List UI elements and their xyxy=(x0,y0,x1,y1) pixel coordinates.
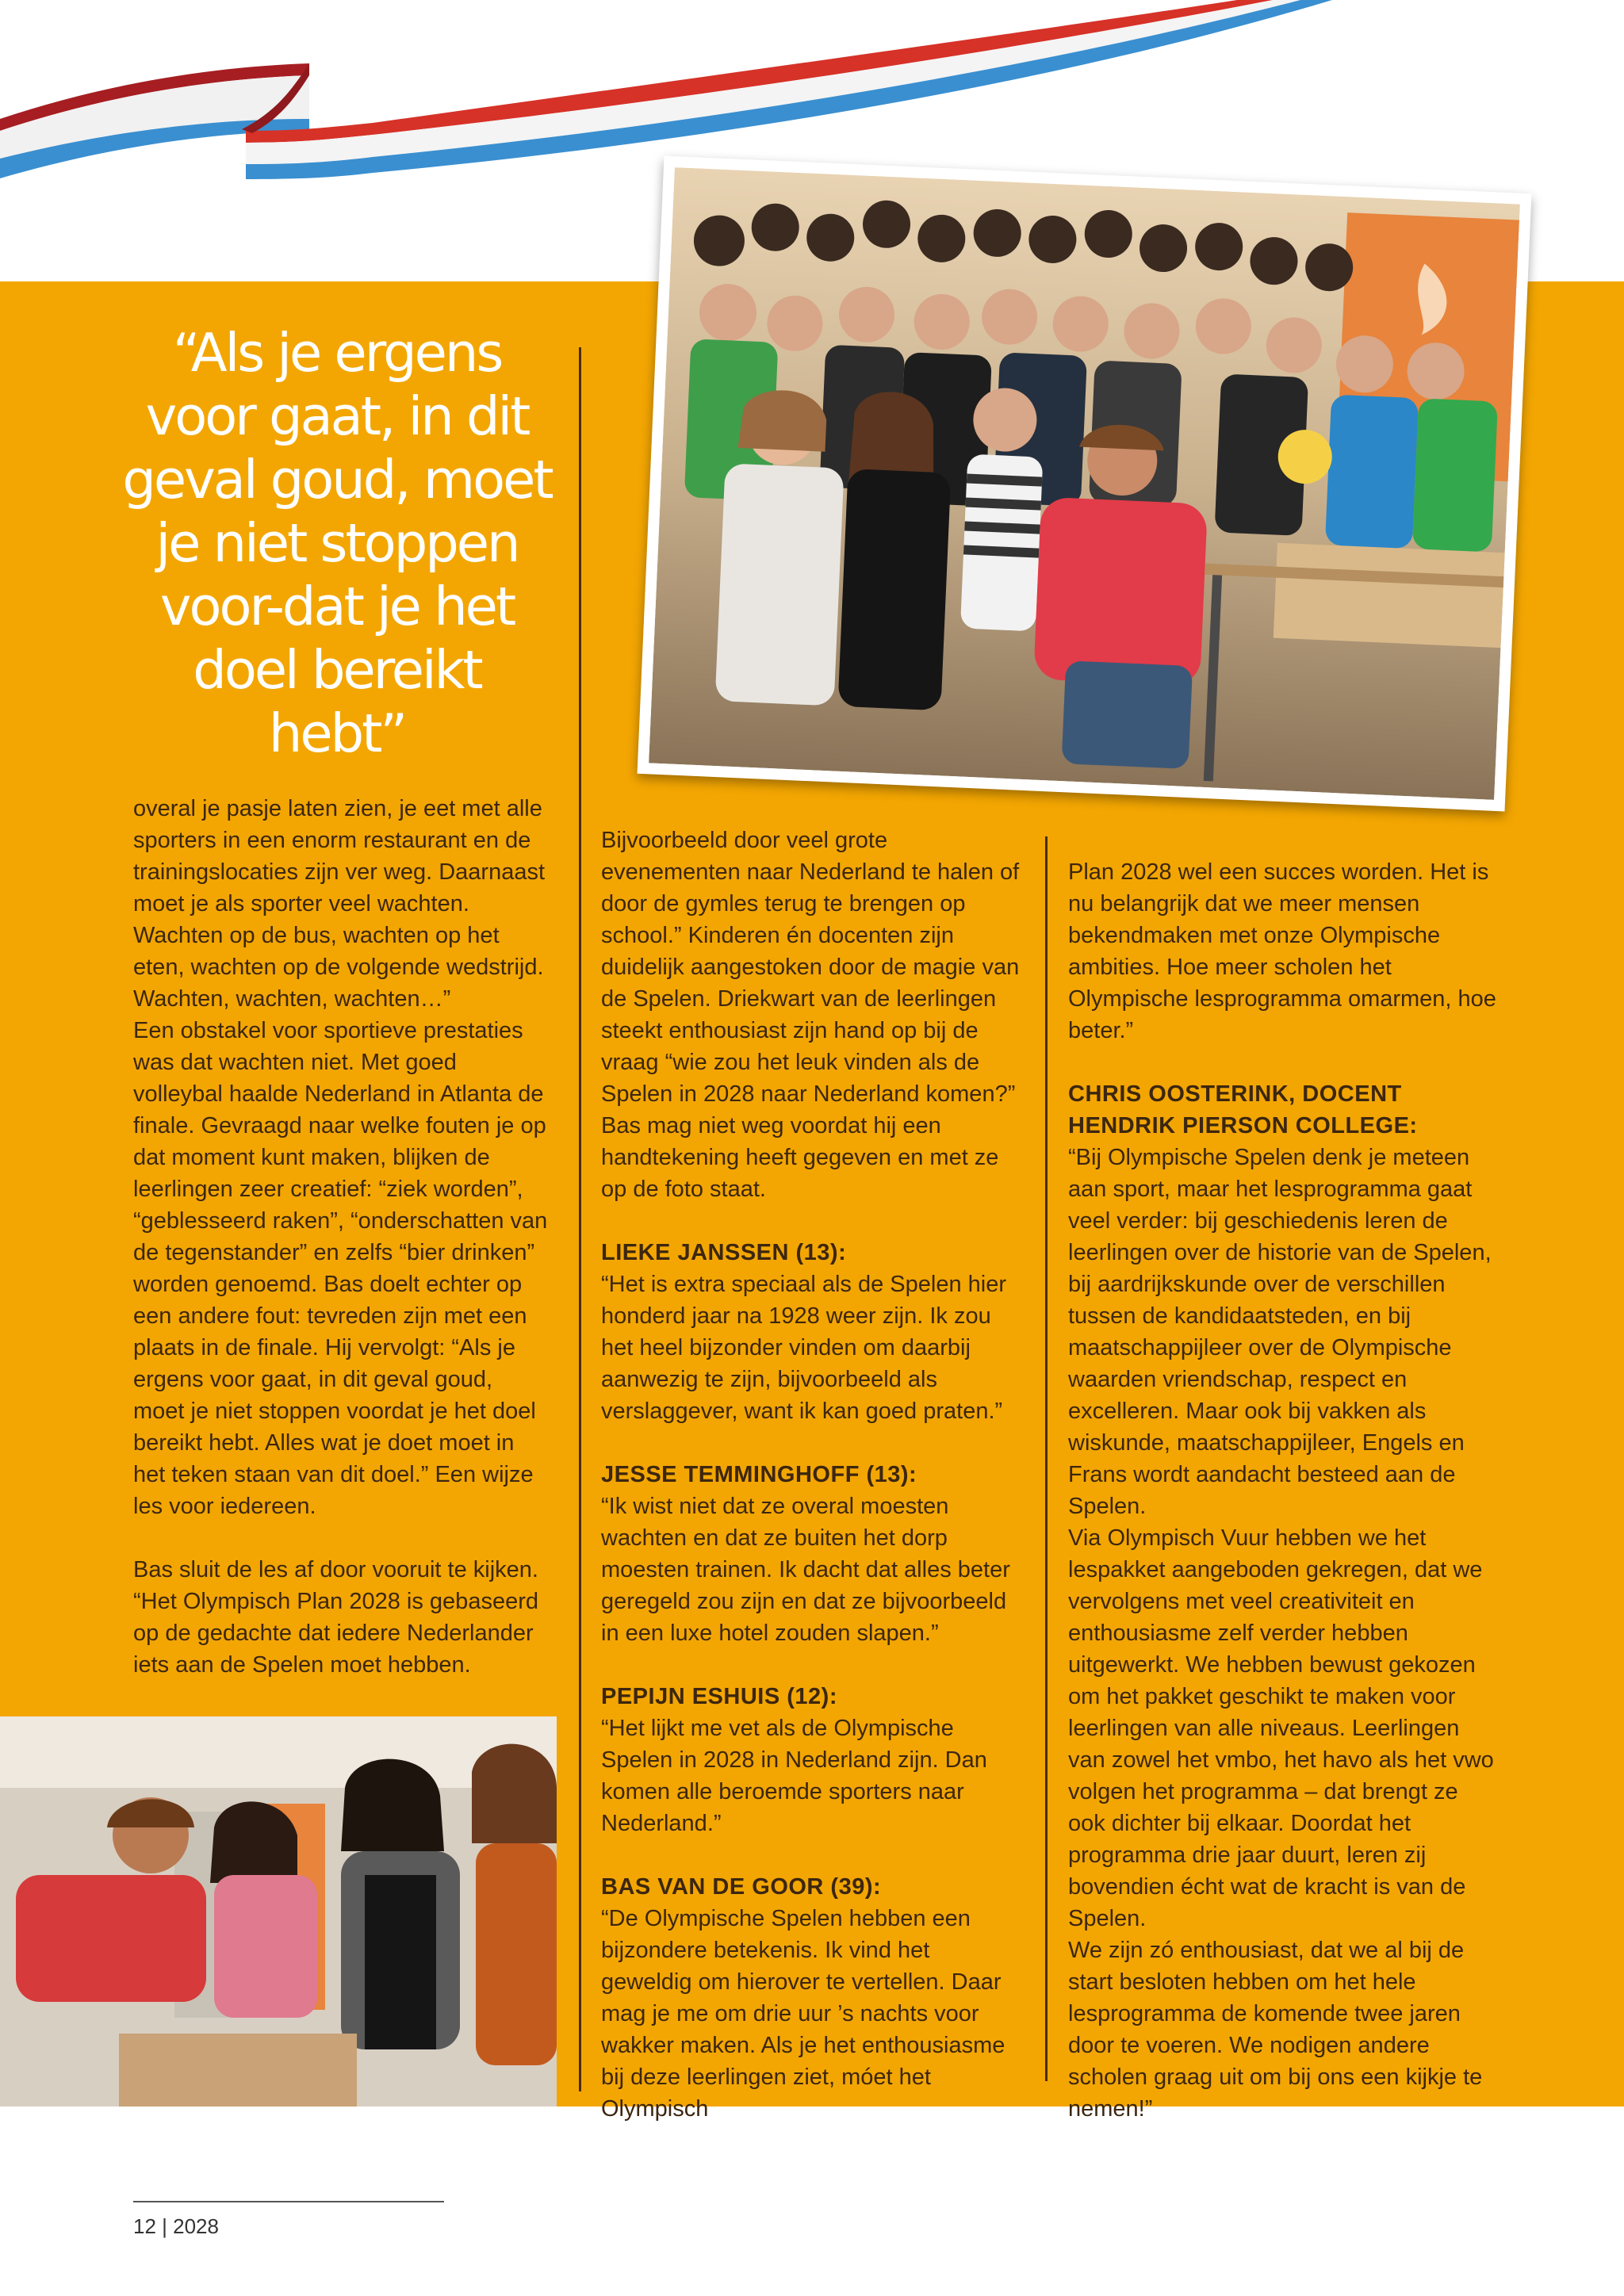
paragraph: Plan 2028 wel een succes worden. Het is nu belangrijk dat we meer mensen bekendmaken met onze Olympische ambities. Hoe meer scholen het Olympische lesprogramma omarmen, hoe beter.” xyxy=(1068,859,1496,1043)
autograph-photo xyxy=(0,1716,557,2107)
interviewee-heading: PEPIJN ESHUIS (12): xyxy=(601,1684,837,1709)
footer-rule xyxy=(133,2201,444,2202)
paragraph: Bijvoorbeeld door veel grote evenementen naar Nederland te halen of door de gymles terug te brengen op school.” Kinderen én docenten zijn duidelijk aangestoken door de magie van de Spelen. Driekwart van de leerlingen steekt enthousiast zijn hand op bij de vraag “wie zou het leuk vinden als de Spelen in 2028 naar Nederland komen?” Bas mag niet weg voordat hij een handtekening heeft gegeven en met ze op de foto staat. xyxy=(601,828,1020,1202)
interviewee-heading: LIEKE JANSSEN (13): xyxy=(601,1240,847,1265)
interview-quote: Via Olympisch Vuur hebben we het lespakket aangeboden gekregen, dat we vervolgens met veel creativiteit en enthousiasme zelf verder hebben uitgewerkt. We hebben bewust gekozen om het pakket geschikt te maken voor leerlingen van alle niveaus. Leerlingen van zowel het vmbo, het havo als het vwo volgen het programma – dat brengt ze ook dichter bij elkaar. Doordat het programma drie jaar duurt, leren zij bovendien écht wat de kracht is van de Spelen. xyxy=(1068,1525,1494,1931)
interview-quote: “De Olympische Spelen hebben een bijzondere betekenis. Ik vind het geweldig om hierover te vertellen. Daar mag je me om drie uur ’s nachts voor wakker maken. Als je het enthousiasme bij deze leerlingen ziet, móet het Olympisch xyxy=(601,1906,1005,2122)
interview-quote: “Ik wist niet dat ze overal moesten wachten en dat ze buiten het dorp moesten trainen. Ik dacht dat alles beter geregeld zou zijn en dat ze bijvoorbeeld in een luxe hotel zouden slapen.” xyxy=(601,1494,1010,1646)
paragraph: overal je pasje laten zien, je eet met alle sporters in een enorm restaurant en de trainingslocaties zijn ver weg. Daarnaast moet je als sporter veel wachten. Wachten op de bus, wachten op het eten, wachten op de volgende wedstrijd. Wachten, wachten, wachten…” xyxy=(133,796,546,1012)
column-divider xyxy=(1045,836,1048,2081)
text-column-1 xyxy=(133,793,550,1681)
interview-quote: We zijn zó enthousiast, dat we al bij de start besloten hebben om het hele lesprogramma de komende twee jaren door te voeren. We nodigen andere scholen graag uit om bij ons een kijkje te nemen!” xyxy=(1068,1938,1483,2122)
interview-quote: “Het lijkt me vet als de Olympische Spelen in 2028 in Nederland zijn. Dan komen alle beroemde sporters naar Nederland.” xyxy=(601,1716,987,1836)
classroom-group-photo xyxy=(638,155,1532,811)
page-number: 12 | 2028 xyxy=(133,2214,219,2238)
text-column-3 xyxy=(1068,856,1496,2125)
column-divider xyxy=(579,347,581,2091)
interview-quote: “Het is extra speciaal als de Spelen hier honderd jaar na 1928 weer zijn. Ik zou het heel bijzonder vinden om daarbij aanwezig te zijn, bijvoorbeeld als verslaggever, want ik kan goed praten.” xyxy=(601,1272,1006,1424)
pull-quote: “Als je ergens voor gaat, in dit geval goud, moet je niet stoppen voor-dat je het doel bereikt hebt” xyxy=(122,322,552,764)
interviewee-heading: JESSE TEMMINGHOFF (13): xyxy=(601,1462,917,1487)
interview-quote: “Bij Olympische Spelen denk je meteen aan sport, maar het lesprogramma gaat veel verder: bij geschiedenis leren de leerlingen over de historie van de Spelen, bij aardrijkskunde over de verschillen tussen de kandidaatsteden, en bij maatschappijleer over de Olympische waarden vriendschap, respect en excelleren. Maar ook bij vakken als wiskunde, maatschappijleer, Engels en Frans wordt aandacht besteed aan de Spelen. xyxy=(1068,1145,1492,1519)
interviewee-heading: BAS VAN DE GOOR (39): xyxy=(601,1874,882,1900)
interviewee-heading: CHRIS OOSTERINK, DOCENT HENDRIK PIERSON COLLEGE: xyxy=(1068,1081,1418,1138)
text-column-2 xyxy=(601,825,1021,2125)
paragraph: Een obstakel voor sportieve prestaties was dat wachten niet. Met goed volleybal haalde Nederland in Atlanta de finale. Gevraagd naar welke fouten je op dat moment kunt maken, blijken de leerlingen zeer creatief: “ziek worden”, “geblesseerd raken”, “onderschatten van de tegenstander” en zelfs “bier drinken” worden genoemd. Bas doelt echter op een andere fout: tevreden zijn met een plaats in de finale. Hij vervolgt: “Als je ergens voor gaat, in dit geval goud, moet je niet stoppen voordat je het doel bereikt hebt. Alles wat je doet moet in het teken staan van dit doel.” Een wijze les voor iedereen. xyxy=(133,1018,548,1519)
paragraph: Bas sluit de les af door vooruit te kijken. “Het Olympisch Plan 2028 is gebaseerd op de gedachte dat iedere Nederlander iets aan de Spelen moet hebben. xyxy=(133,1557,538,1678)
